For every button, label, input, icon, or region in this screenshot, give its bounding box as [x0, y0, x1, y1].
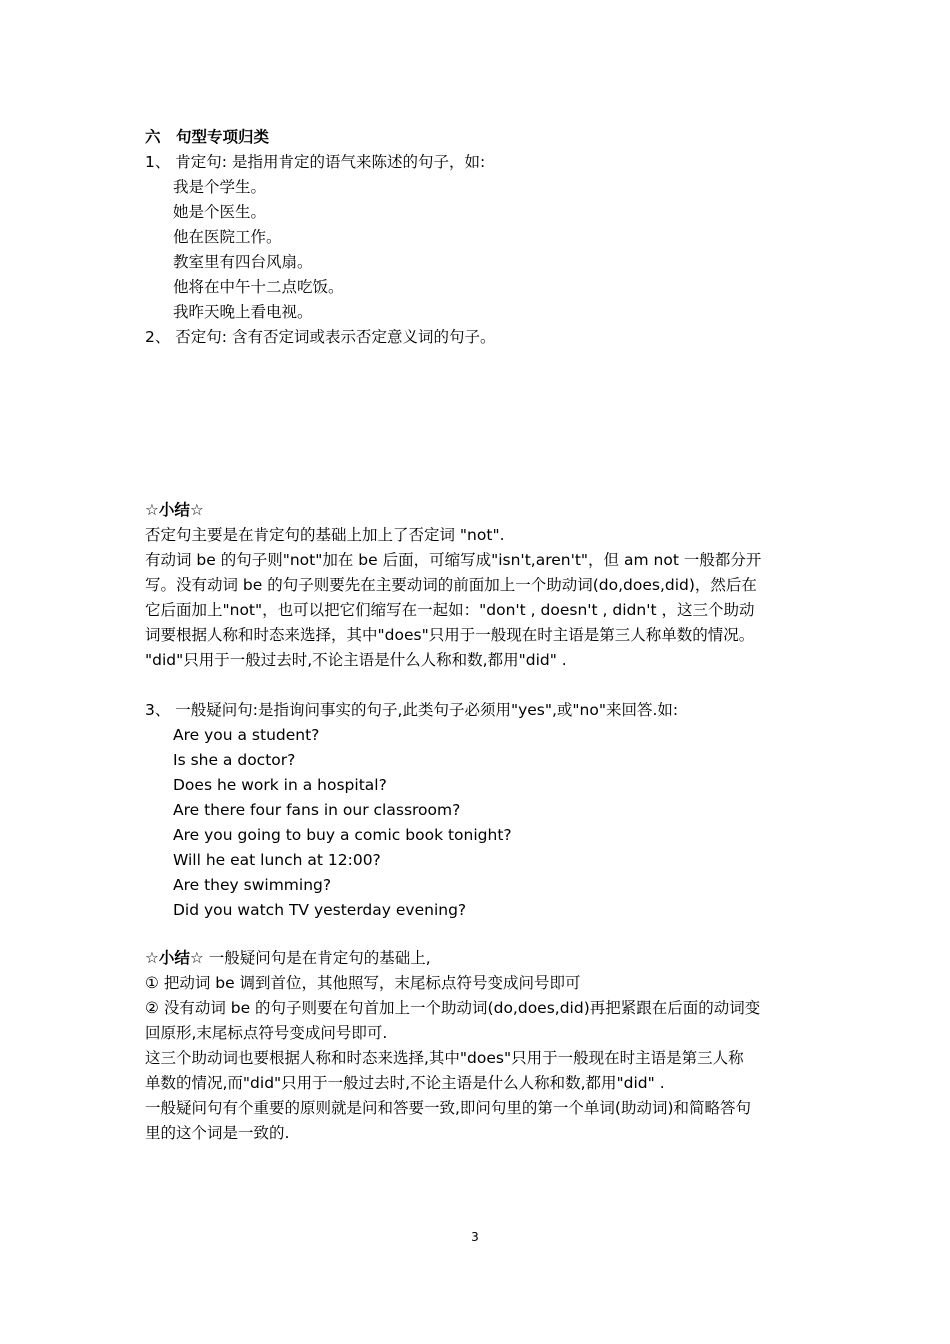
summary-line: 写。没有动词 be 的句子则要先在主要动词的前面加上一个助动词(do,does,did)，然后在	[145, 576, 757, 594]
question-example: Are you going to buy a comic book tonight?	[173, 826, 512, 844]
summary-line: 这三个助动词也要根据人称和时态来选择,其中"does"只用于一般现在时主语是第三人称	[145, 1049, 744, 1067]
summary-title: ☆小结☆	[145, 501, 204, 519]
summary-line: 里的这个词是一致的.	[145, 1124, 290, 1142]
affirmative-example: 他在医院工作。	[173, 228, 282, 246]
affirmative-example: 我昨天晚上看电视。	[173, 303, 313, 321]
question-example: Are there four fans in our classroom?	[173, 801, 461, 819]
summary-line: "did"只用于一般过去时,不论主语是什么人称和数,都用"did" .	[145, 651, 567, 669]
summary-line: 词要根据人称和时态来选择，其中"does"只用于一般现在时主语是第三人称单数的情况。	[145, 626, 755, 644]
page-number: 3	[471, 1230, 479, 1244]
summary-line: 有动词 be 的句子则"not"加在 be 后面，可缩写成"isn't,aren't"，但 am not 一般都分开	[145, 551, 762, 569]
question-example: Did you watch TV yesterday evening?	[173, 901, 467, 919]
summary2-heading	[145, 946, 431, 971]
summary-line: ② 没有动词 be 的句子则要在句首加上一个助动词(do,does,did)再把紧跟在后面的动词变	[145, 999, 761, 1017]
summary-line: 一般疑问句有个重要的原则就是问和答要一致,即问句里的第一个单词(助动词)和简略答句	[145, 1099, 752, 1117]
affirmative-heading: 1、 肯定句: 是指用肯定的语气来陈述的句子，如:	[145, 153, 486, 171]
summary-intro: 一般疑问句是在肯定句的基础上,	[203, 949, 431, 967]
question-example: Is she a doctor?	[173, 751, 296, 769]
affirmative-example: 教室里有四台风扇。	[173, 253, 313, 271]
affirmative-example: 她是个医生。	[173, 203, 267, 221]
summary-line: 它后面加上"not"，也可以把它们缩写在一起如："don't , doesn't , didn't ，这三个助动	[145, 601, 755, 619]
summary-line: 回原形,末尾标点符号变成问号即可.	[145, 1024, 388, 1042]
summary-line: 否定句主要是在肯定句的基础上加上了否定词 "not".	[145, 526, 505, 544]
question-example: Will he eat lunch at 12:00?	[173, 851, 381, 869]
affirmative-example: 他将在中午十二点吃饭。	[173, 278, 344, 296]
section-title: 六 句型专项归类	[145, 128, 270, 146]
negative-heading: 2、 否定句: 含有否定词或表示否定意义词的句子。	[145, 328, 496, 346]
question-example: Are you a student?	[173, 726, 320, 744]
question-example: Does he work in a hospital?	[173, 776, 387, 794]
summary-title: ☆小结☆	[145, 949, 204, 967]
summary-line: ① 把动词 be 调到首位，其他照写，末尾标点符号变成问号即可	[145, 974, 581, 992]
question-example: Are they swimming?	[173, 876, 332, 894]
affirmative-example: 我是个学生。	[173, 178, 267, 196]
question-heading: 3、 一般疑问句:是指询问事实的句子,此类句子必须用"yes",或"no"来回答.如:	[145, 701, 679, 719]
summary-line: 单数的情况,而"did"只用于一般过去时,不论主语是什么人称和数,都用"did" .	[145, 1074, 665, 1092]
